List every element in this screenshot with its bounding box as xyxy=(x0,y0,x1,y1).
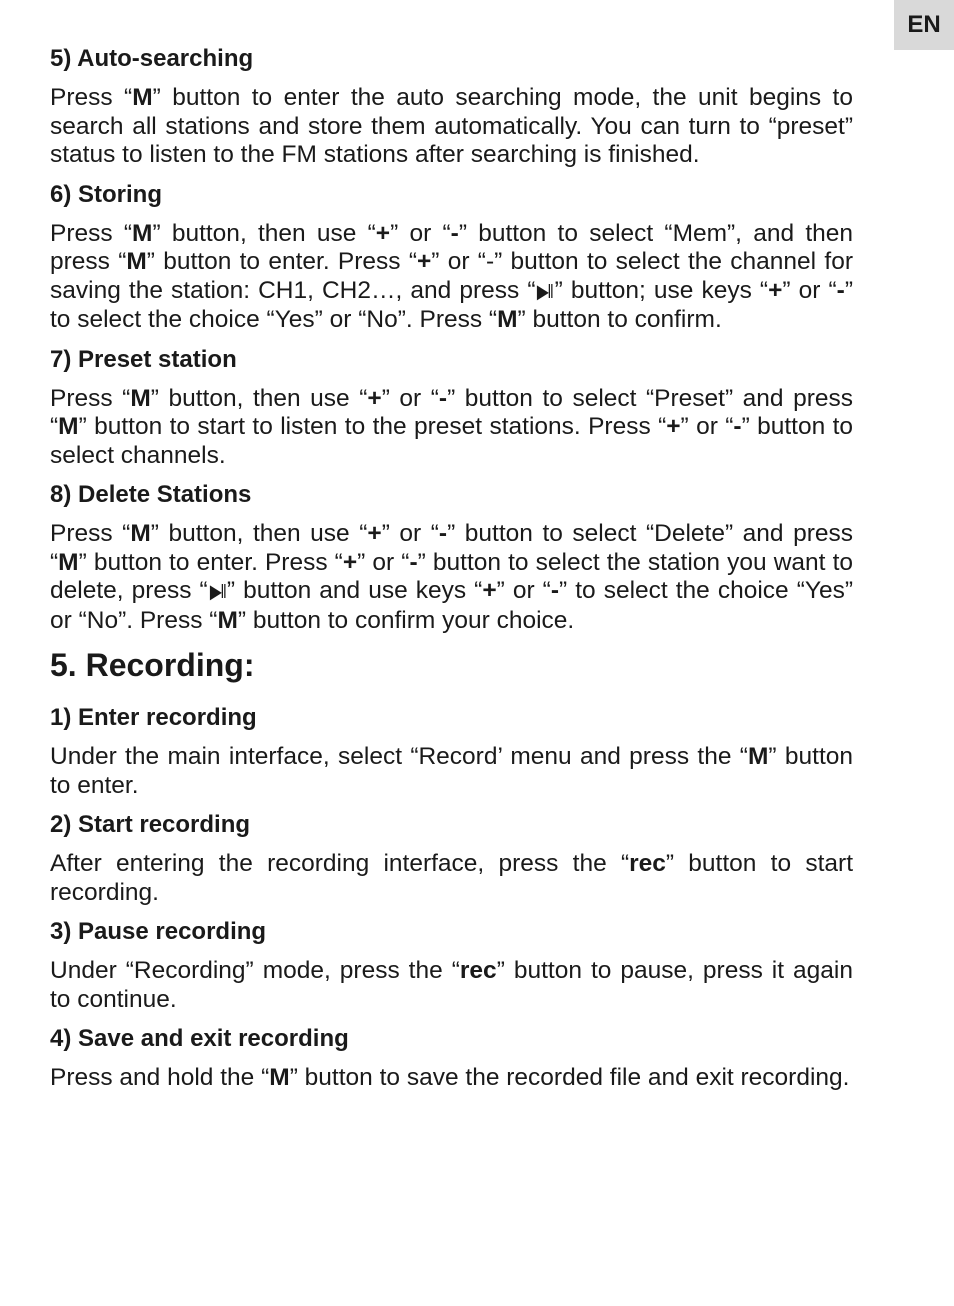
manual-page-content xyxy=(50,44,853,1103)
heading-auto-searching: 5) Auto-searching xyxy=(50,45,254,72)
paragraph-save-exit-recording: Press and hold the “M” button to save the recorded file and exit recording. xyxy=(50,1064,850,1091)
section-title-recording: 5. Recording: xyxy=(50,647,255,683)
play-pause-icon: ▶‖ xyxy=(209,581,225,603)
paragraph-start-recording: After entering the recording interface, press the “rec” button to start recording. xyxy=(50,850,854,906)
heading-save-exit-recording: 4) Save and exit recording xyxy=(50,1025,349,1052)
heading-enter-recording: 1) Enter recording xyxy=(50,704,257,731)
language-tab: EN xyxy=(894,0,954,50)
paragraph-enter-recording: Under the main interface, select “Record’ menu and press the “M” button to enter. xyxy=(50,743,853,799)
paragraph-pause-recording: Under “Recording” mode, press the “rec” button to pause, press it again to continue. xyxy=(50,957,853,1013)
heading-pause-recording: 3) Pause recording xyxy=(50,918,267,945)
play-pause-icon: ▶‖ xyxy=(537,280,553,303)
heading-delete-stations: 8) Delete Stations xyxy=(50,481,252,508)
paragraph-delete-stations: Press “M” button, then use “+” or “-” button to select “Delete” and press “M” button to enter. Press “+” or “-” button to select the station you want to delete, press “▶‖” button and use keys “+” or “-” to select the choice “Yes” or “No”. Press “M” button to confirm your choice. xyxy=(50,520,854,634)
heading-start-recording: 2) Start recording xyxy=(50,811,251,838)
heading-storing: 6) Storing xyxy=(50,180,162,208)
heading-preset-station: 7) Preset station xyxy=(50,345,237,373)
paragraph-storing: Press “M” button, then use “+” or “-” button to select “Mem”, and then press “M” button to enter. Press “+” or “-” button to select the channel for saving the station: CH1, CH2…, and press “▶‖” button; use keys “+” or “-” to select the choice “Yes” or “No”. Press “M” button to confirm. xyxy=(50,219,854,333)
paragraph-auto-searching: Press “M” button to enter the auto searching mode, the unit begins to search all stations and store them automatically. You can turn to “preset” status to listen to the FM stations after searching is finished. xyxy=(50,84,853,168)
paragraph-preset-station: Press “M” button, then use “+” or “-” button to select “Preset” and press “M” button to start to listen to the preset stations. Press “+” or “-” button to select channels. xyxy=(50,384,854,469)
